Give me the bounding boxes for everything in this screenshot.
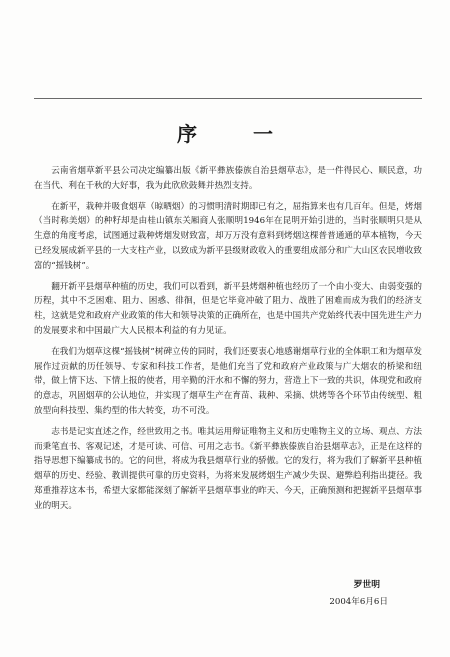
preface-paragraph-3: 翻开新平县烟草种植的历史，我们可以看到，新平县烤烟种植也经历了一个由小变大、由弱变强的历程，其中不乏困难、阻力、困惑、徘徊，但是它毕竟冲破了阻力、战胜了困难而成为我们的经济支柱，这就是党和政府产业政策的伟大和领导决策的正确所在，也是中国共产党始终代表中国先进生产力的发展要求和中国最广大人民根本利益的有力见证。 bbox=[34, 281, 422, 336]
preface-date: 2004年6月6日 bbox=[329, 597, 388, 607]
author-signature: 罗世明 bbox=[353, 580, 380, 590]
preface-body bbox=[34, 164, 422, 514]
page-title: 序 一 bbox=[177, 122, 291, 146]
preface-paragraph-1: 云南省烟草新平县公司决定编纂出版《新平彝族傣族自治县烟草志》，是一件得民心、顺民意，功在当代、利在千秋的大好事，我为此欣欣鼓舞并热烈支持。 bbox=[34, 166, 422, 191]
preface-paragraph-4: 在我们为烟草这棵“摇钱树”树碑立传的同时，我们还要衷心地感谢烟草行业的全体职工和为烟草发展作过贡献的历任领导、专家和科技工作者，是他们充当了党和政府产业政策与广大烟农的桥梁和纽带，做上情下达、下情上报的使者，用辛勤的汗水和不懈的努力，营造上下一致的共识，体现党和政府的意志，巩固烟草的公认地位，并实现了烟草生产在育苗、栽种、采摘、烘烤等各个环节由传统型、粗放型向科技型、集约型的伟大转变，功不可没。 bbox=[34, 346, 422, 416]
preface-paragraph-2: 在新平，栽种并吸食烟草（晾晒烟）的习惯明清时期即已有之，屈指算来也有几百年。但是，烤烟（当时称美烟）的种籽却是由桂山镇东关厢商人张顺明1946年在昆明开始引进的，当时张顺明只是从生意的角度考虑，试图通过栽种烤烟发财致富，却万万没有意料到烤烟这棵普普通通的草本植物，今天已经发展成新平县的一大支柱产业，以致成为新平县级财政收入的重要组成部分和广大山区农民增收致富的“摇钱树”。 bbox=[34, 201, 422, 271]
header-rule bbox=[34, 98, 422, 99]
preface-paragraph-5: 志书是记实直述之作，经世致用之书。唯其运用辩证唯物主义和历史唯物主义的立场、观点、方法而秉笔直书、客观记述，才是可读、可信、可用之志书。《新平彝族傣族自治县烟草志》，正是在这样的指导思想下编纂成书的。它的问世，将成为我县烟草行业的骄傲。它的发行，将为我们了解新平县种植烟草的历史、经验、教训提供可靠的历史资料，为将来发展烤烟生产减少失误、避弊趋利指出捷径。我郑重推荐这本书，希望大家都能深刻了解新平县烟草事业的昨天、今天，正确预测和把握新平县烟草事业的明天。 bbox=[34, 426, 422, 511]
